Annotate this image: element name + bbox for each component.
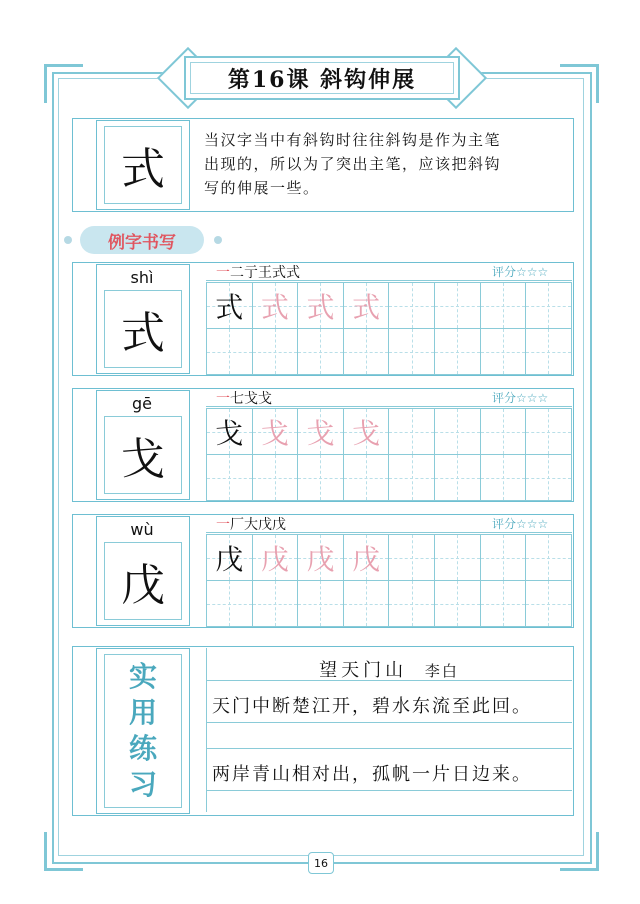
practice-rule bbox=[206, 790, 572, 791]
writing-cell[interactable] bbox=[525, 408, 572, 455]
example-char-cell bbox=[104, 416, 182, 494]
writing-cell[interactable] bbox=[343, 580, 390, 627]
poem-line: 天门中断楚江开，碧水东流至此回。 bbox=[212, 696, 532, 717]
trace-char: 式 bbox=[306, 290, 335, 324]
writing-cell[interactable] bbox=[297, 580, 344, 627]
writing-cell[interactable] bbox=[525, 534, 572, 581]
writing-cell[interactable] bbox=[252, 282, 299, 329]
writing-cell[interactable] bbox=[434, 328, 481, 375]
stroke-step: 厂 bbox=[230, 517, 244, 533]
stroke-step: 戊 bbox=[272, 517, 286, 533]
writing-cell[interactable] bbox=[480, 328, 527, 375]
stroke-row-rule bbox=[206, 262, 572, 281]
writing-cell[interactable] bbox=[343, 454, 390, 501]
writing-cell[interactable] bbox=[206, 328, 253, 375]
writing-cell[interactable] bbox=[434, 282, 481, 329]
stroke-step: 戈 bbox=[244, 391, 258, 407]
rating-stars: 评分☆☆☆ bbox=[492, 517, 549, 531]
example-char-cell bbox=[104, 542, 182, 620]
writing-cell[interactable] bbox=[434, 454, 481, 501]
rating-stars: 评分☆☆☆ bbox=[492, 265, 549, 279]
practice-label-char: 习 bbox=[128, 768, 157, 801]
writing-cell[interactable] bbox=[297, 408, 344, 455]
rating-stars: 评分☆☆☆ bbox=[492, 391, 549, 405]
stroke-row-rule bbox=[206, 388, 572, 407]
writing-cell[interactable] bbox=[206, 454, 253, 501]
writing-cell[interactable] bbox=[388, 534, 435, 581]
intro-char-text: 式 bbox=[121, 144, 165, 195]
model-char: 式 bbox=[215, 290, 244, 324]
example-char: 戈 bbox=[121, 434, 165, 485]
writing-cell[interactable] bbox=[388, 454, 435, 501]
writing-cell[interactable] bbox=[206, 580, 253, 627]
corner-ornament bbox=[44, 832, 83, 871]
stroke-step: 戊 bbox=[258, 517, 272, 533]
writing-cell[interactable] bbox=[343, 408, 390, 455]
trace-char: 戈 bbox=[352, 416, 381, 450]
practice-label-char: 用 bbox=[128, 696, 157, 729]
writing-cell[interactable] bbox=[388, 408, 435, 455]
stroke-step: 一 bbox=[216, 391, 230, 407]
trace-char: 戊 bbox=[260, 542, 289, 576]
practice-label-char: 练 bbox=[128, 732, 157, 765]
poem-line: 两岸青山相对出，孤帆一片日边来。 bbox=[212, 764, 532, 785]
trace-char: 戈 bbox=[306, 416, 335, 450]
writing-cell[interactable] bbox=[206, 534, 253, 581]
corner-ornament bbox=[560, 832, 599, 871]
badge-dot bbox=[64, 236, 72, 244]
writing-cell[interactable] bbox=[434, 408, 481, 455]
practice-label-cell bbox=[104, 654, 182, 808]
writing-cell[interactable] bbox=[206, 282, 253, 329]
writing-cell[interactable] bbox=[525, 328, 572, 375]
writing-cell[interactable] bbox=[252, 328, 299, 375]
lesson-title: 第16课 斜钩伸展 bbox=[227, 66, 417, 93]
writing-cell[interactable] bbox=[297, 534, 344, 581]
writing-cell[interactable] bbox=[388, 328, 435, 375]
writing-cell[interactable] bbox=[252, 534, 299, 581]
stroke-step: 戈 bbox=[258, 391, 272, 407]
writing-cell[interactable] bbox=[388, 282, 435, 329]
stroke-row-rule bbox=[206, 514, 572, 533]
example-char: 式 bbox=[121, 308, 165, 359]
intro-text bbox=[204, 128, 568, 200]
corner-ornament bbox=[560, 64, 599, 103]
writing-cell[interactable] bbox=[297, 454, 344, 501]
writing-cell[interactable] bbox=[480, 408, 527, 455]
stroke-step: 一 bbox=[216, 517, 230, 533]
char-pinyin: wù bbox=[130, 520, 154, 539]
practice-label bbox=[129, 659, 157, 803]
stroke-step: 一 bbox=[216, 265, 230, 281]
poem-heading bbox=[206, 656, 572, 682]
practice-rule bbox=[206, 748, 572, 749]
writing-cell[interactable] bbox=[434, 534, 481, 581]
writing-cell[interactable] bbox=[252, 580, 299, 627]
writing-cell[interactable] bbox=[525, 454, 572, 501]
writing-cell[interactable] bbox=[480, 454, 527, 501]
corner-ornament bbox=[44, 64, 83, 103]
stroke-step: 亍 bbox=[244, 265, 258, 281]
trace-char: 式 bbox=[260, 290, 289, 324]
char-pinyin: gē bbox=[132, 394, 152, 413]
writing-cell[interactable] bbox=[525, 282, 572, 329]
trace-char: 式 bbox=[352, 290, 381, 324]
stroke-step: 七 bbox=[230, 391, 244, 407]
poem-author: 李白 bbox=[424, 662, 459, 680]
writing-cell[interactable] bbox=[206, 408, 253, 455]
stroke-step: 大 bbox=[244, 517, 258, 533]
writing-cell[interactable] bbox=[252, 454, 299, 501]
trace-char: 戈 bbox=[260, 416, 289, 450]
section-label: 例字书写 bbox=[108, 232, 176, 253]
intro-line: 写的伸展一些。 bbox=[204, 179, 320, 197]
stroke-step: 式 bbox=[286, 265, 300, 281]
practice-label-char: 实 bbox=[128, 660, 157, 693]
badge-dot bbox=[214, 236, 222, 244]
writing-cell[interactable] bbox=[434, 580, 481, 627]
stroke-step: 式 bbox=[272, 265, 286, 281]
writing-cell[interactable] bbox=[297, 282, 344, 329]
writing-cell[interactable] bbox=[525, 580, 572, 627]
writing-cell[interactable] bbox=[252, 408, 299, 455]
trace-char: 戊 bbox=[352, 542, 381, 576]
stroke-step: 王 bbox=[258, 265, 272, 281]
writing-cell[interactable] bbox=[480, 580, 527, 627]
writing-cell[interactable] bbox=[388, 580, 435, 627]
char-pinyin: shì bbox=[130, 268, 154, 287]
writing-cell[interactable] bbox=[343, 534, 390, 581]
lesson-title-box bbox=[184, 56, 460, 100]
writing-cell[interactable] bbox=[297, 328, 344, 375]
intro-line: 出现的，所以为了突出主笔，应该把斜钩 bbox=[204, 155, 502, 173]
example-char: 戊 bbox=[121, 560, 165, 611]
page-number: 16 bbox=[308, 852, 334, 874]
example-char-cell bbox=[104, 290, 182, 368]
model-char: 戊 bbox=[215, 542, 244, 576]
writing-cell[interactable] bbox=[480, 282, 527, 329]
poem-title: 望天门山 bbox=[319, 660, 408, 681]
writing-cell[interactable] bbox=[343, 328, 390, 375]
practice-rule bbox=[206, 722, 572, 723]
intro-line: 当汉字当中有斜钩时往往斜钩是作为主笔 bbox=[204, 131, 502, 149]
intro-example-char bbox=[104, 126, 182, 204]
model-char: 戈 bbox=[215, 416, 244, 450]
writing-cell[interactable] bbox=[343, 282, 390, 329]
section-badge bbox=[80, 226, 204, 254]
trace-char: 戊 bbox=[306, 542, 335, 576]
writing-cell[interactable] bbox=[480, 534, 527, 581]
stroke-step: 二 bbox=[230, 265, 244, 281]
